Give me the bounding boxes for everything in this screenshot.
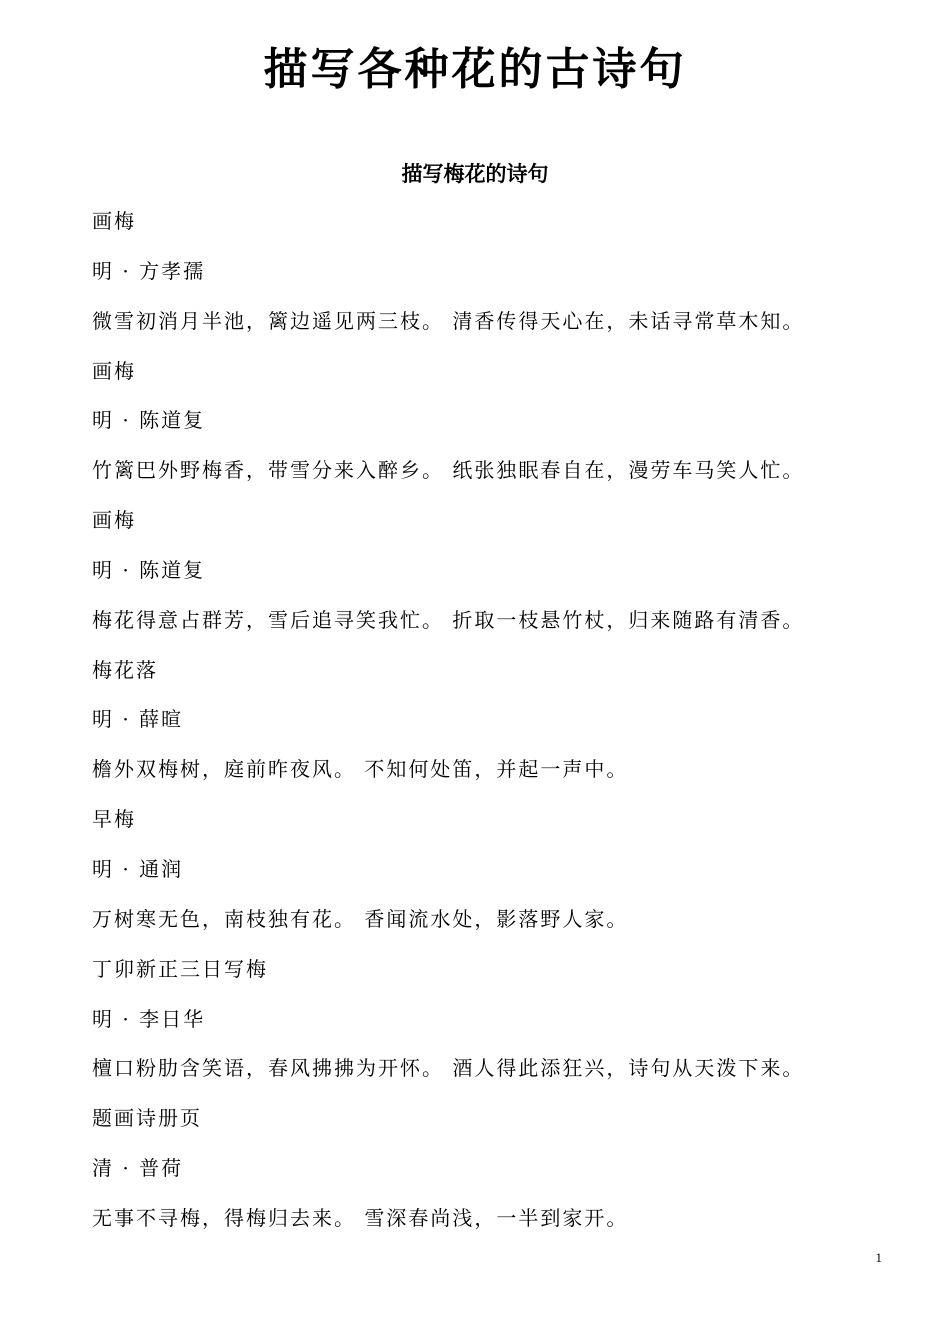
page-title: 描写各种花的古诗句	[263, 44, 687, 95]
poem-list	[92, 204, 892, 1251]
poem-title: 早梅	[92, 807, 136, 832]
poem-title: 画梅	[92, 358, 136, 383]
poem-author: 明 · 陈道复	[92, 408, 206, 433]
poem-text: 无事不寻梅，得梅归去来。 雪深春尚浅，一半到家开。	[92, 1205, 629, 1230]
poem-title: 丁卯新正三日写梅	[92, 956, 268, 981]
poem-text: 竹篱巴外野梅香，带雪分来入醉乡。 纸张独眠春自在，漫劳车马笑人忙。	[92, 458, 805, 483]
poem-author: 明 · 陈道复	[92, 557, 206, 582]
poem-author: 明 · 李日华	[92, 1006, 206, 1031]
poem-author: 清 · 普荷	[92, 1156, 184, 1181]
poem-author: 明 · 通润	[92, 856, 184, 881]
poem-text: 梅花得意占群芳，雪后追寻笑我忙。 折取一枝悬竹杖，归来随路有清香。	[92, 607, 805, 632]
poem-text: 微雪初消月半池，篱边遥见两三枝。 清香传得天心在，未话寻常草木知。	[92, 308, 805, 333]
poem-text: 万树寒无色，南枝独有花。 香闻流水处，影落野人家。	[92, 906, 629, 931]
poem-author: 明 · 方孝孺	[92, 258, 206, 283]
poem-title: 画梅	[92, 209, 136, 233]
poem-text: 檐外双梅树，庭前昨夜风。 不知何处笛，并起一声中。	[92, 757, 629, 782]
page-number: 1	[875, 1250, 882, 1265]
section-heading: 描写梅花的诗句	[401, 162, 549, 186]
poem-title: 画梅	[92, 508, 136, 533]
poem-title: 梅花落	[92, 657, 158, 682]
poem-text: 檀口粉肋含笑语，春风拂拂为开怀。 酒人得此添狂兴，诗句从天泼下来。	[92, 1056, 805, 1081]
poem-author: 明 · 薛暄	[92, 707, 184, 732]
poem-title: 题画诗册页	[92, 1106, 202, 1131]
